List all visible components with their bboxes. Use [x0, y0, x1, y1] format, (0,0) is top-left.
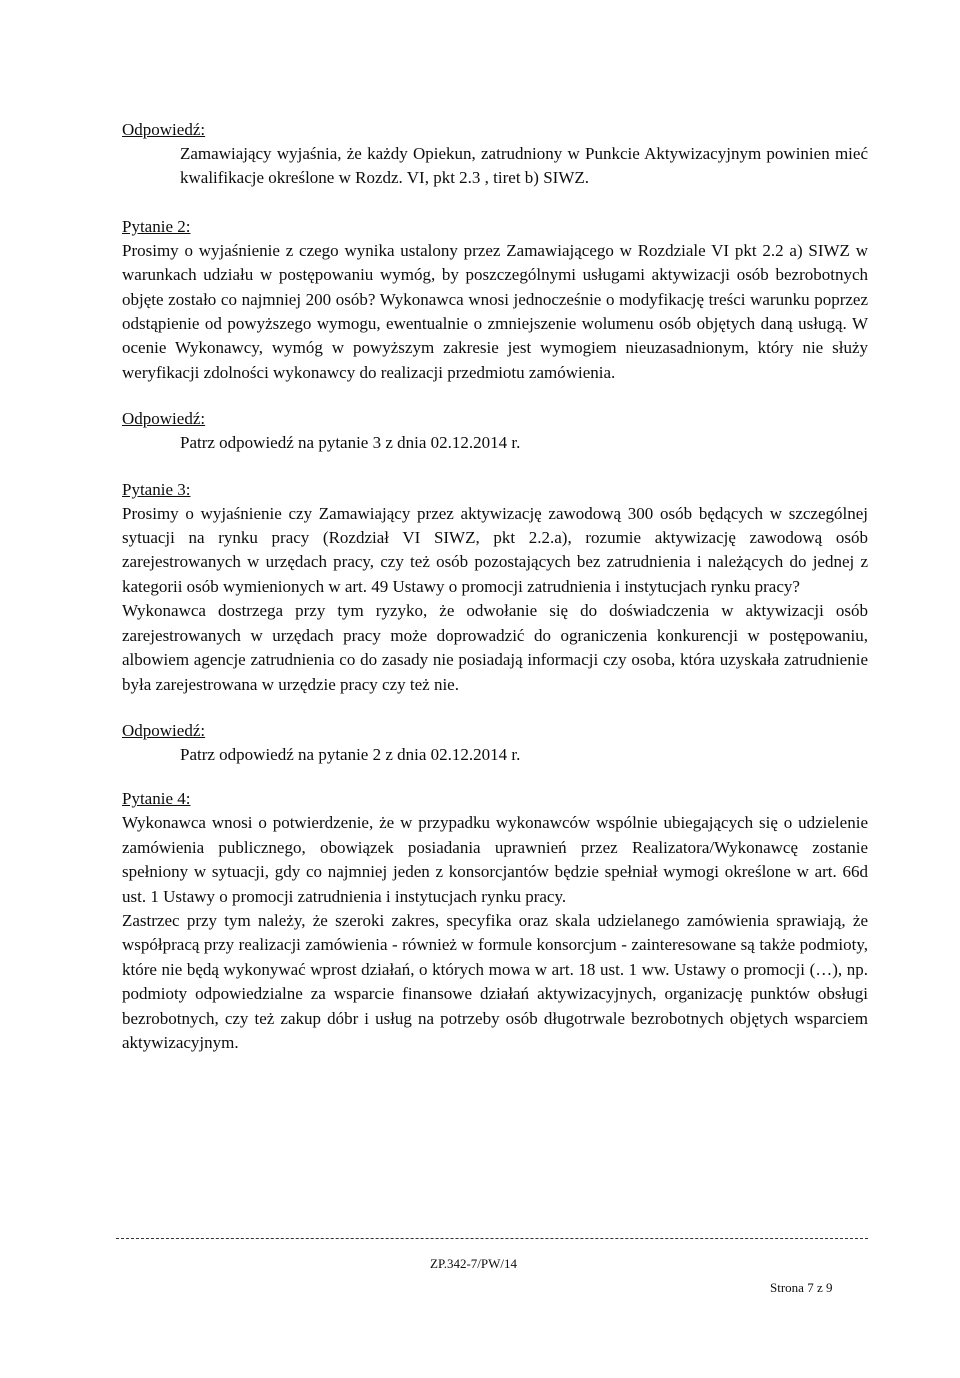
q3-answer-text: Patrz odpowiedź na pytanie 2 z dnia 02.12.2014 r.: [180, 744, 521, 764]
q4-text-2: Zastrzec przy tym należy, że szeroki zakres, specyfika oraz skala udzielanego zamówienia sprawiają, że współpracą przy realizacji zamówienia - również w formule konsorcjum - zainteresowane są także podmioty, które nie będą wykonywać wprost działań, o których mowa w art. 18 ust. 1 ww. Ustawy o promocji (…), np. podmioty odpowiedzialne za wsparcie finansowe działań aktywizacyjnych, organizację punktów obsługi bezrobotnych, czy też zakup dóbr i usług na potrzeby osób długotrwale bezrobotnych objętych wsparciem aktywizacyjnym.: [122, 910, 868, 1052]
q2-answer-text: Patrz odpowiedź na pytanie 3 z dnia 02.12.2014 r.: [180, 433, 521, 453]
q3-text-2: Wykonawca dostrzega przy tym ryzyko, że odwołanie się do doświadczenia w aktywizacji osób zarejestrowanych w urzędach pracy może doprowadzić do ograniczenia konkurencji w postępowaniu, albowiem agencje zatrudnienia co do zasady nie posiadają informacji czy osoba, która uzyskała zatrudnienie była zarejestrowana w urzędzie pracy czy też nie.: [122, 601, 868, 694]
q2-label: Pytanie 2:: [122, 216, 191, 236]
q2-text: Prosimy o wyjaśnienie z czego wynika ustalony przez Zamawiającego w Rozdziale VI pkt 2.2 a) SIWZ w warunkach udziału w postępowaniu wymóg, by poszczególnymi usługami aktywizacji osób bezrobotnych objęte zostało co najmniej 200 osób? Wykonawca wnosi jednocześnie o modyfikację treści warunku poprzez odstąpienie od powyższego wymogu, ewentualnie o zmniejszenie wolumenu osób objętych daną usługą. W ocenie Wykonawcy, wymóg w powyższym zakresie jest wymogiem nieuzasadnionym, który nie służy weryfikacji zdolności wykonawcy do realizacji przedmiotu zamówienia.: [122, 240, 868, 382]
page-number: Strona 7 z 9: [770, 1280, 833, 1295]
footer-divider: [116, 1238, 868, 1239]
q4-text-1: Wykonawca wnosi o potwierdzenie, że w przypadku wykonawców wspólnie ubiegających się o udzielenie zamówienia publicznego, obowiązek posiadania uprawnień przez Realizatora/Wykonawcę zostanie spełniony w sytuacji, gdy co najmniej jeden z konsorcjantów będzie spełniał wymogi określone w art. 66d ust. 1 Ustawy o promocji zatrudnienia i instytucjach rynku pracy.: [122, 813, 868, 906]
q3-answer-label: Odpowiedź:: [122, 720, 206, 740]
q1-answer-label: Odpowiedź:: [122, 120, 206, 139]
footer-reference: ZP.342-7/PW/14: [430, 1256, 518, 1271]
q4-label: Pytanie 4:: [122, 789, 191, 809]
q2-answer-label: Odpowiedź:: [122, 409, 206, 429]
q1-answer-text: Zamawiający wyjaśnia, że każdy Opiekun, zatrudniony w Punkcie Aktywizacyjnym powinien mieć kwalifikacje określone w Rozdz. VI, pkt 2.3 , tiret b) SIWZ.: [180, 144, 868, 188]
q3-label: Pytanie 3:: [122, 479, 191, 499]
document-body: [122, 118, 868, 1055]
q3-text-1: Prosimy o wyjaśnienie czy Zamawiający przez aktywizację zawodową 300 osób będących w szczególnej sytuacji na rynku pracy (Rozdział VI SIWZ, pkt 2.2.a), rozumie aktywizację zawodową osób zarejestrowanych w urzędach pracy, czy też osób pozostających bez zatrudnienia i należących do jednej z kategorii osób wymienionych w art. 49 Ustawy o promocji zatrudnienia i instytucjach rynku pracy?: [122, 503, 868, 596]
